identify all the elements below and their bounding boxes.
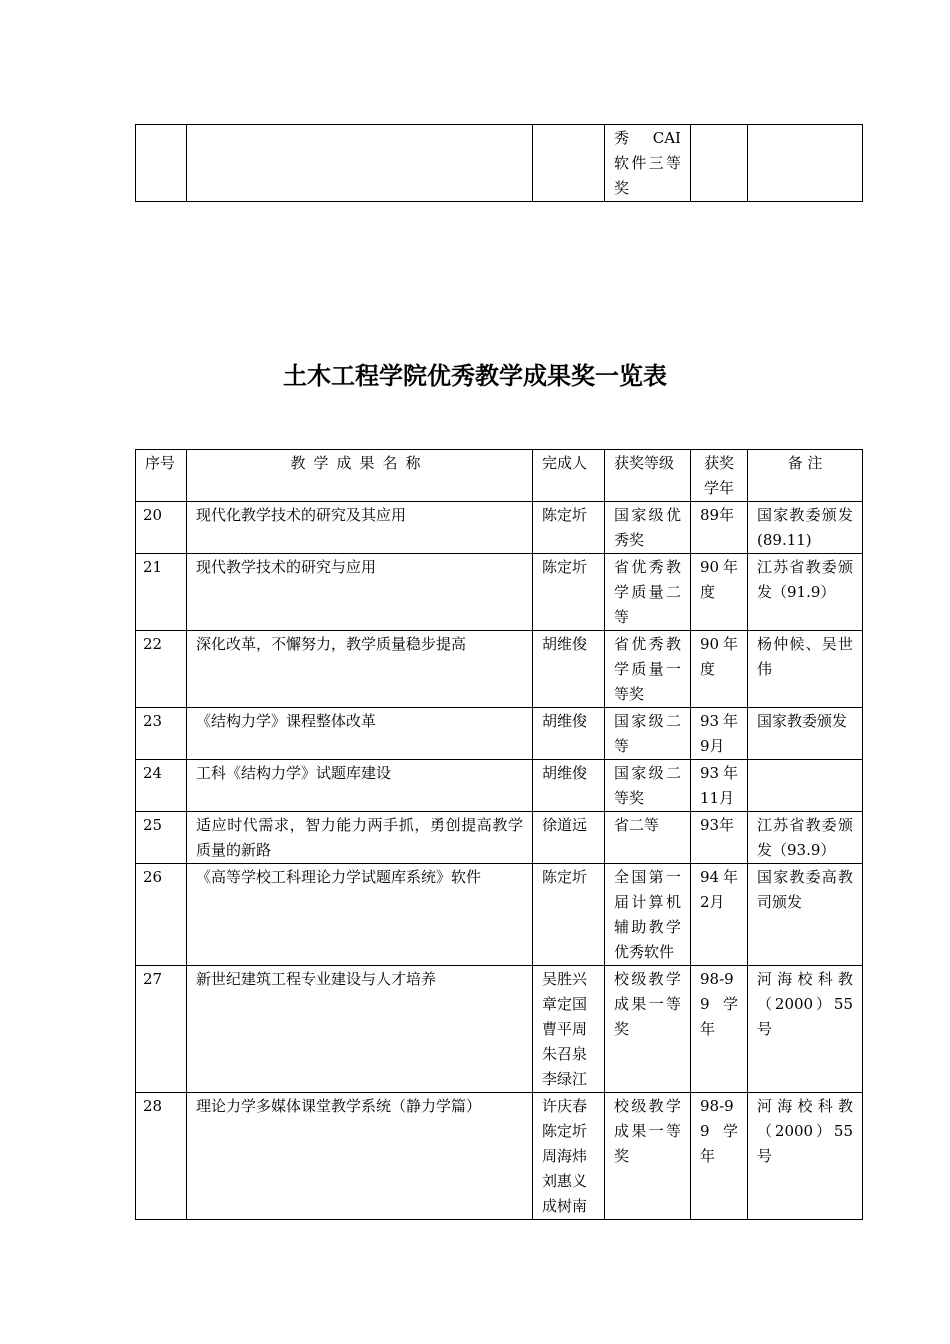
row-name: 新世纪建筑工程专业建设与人才培养 [187,966,533,1093]
row-no: 26 [136,864,187,966]
row-name: 理论力学多媒体课堂教学系统（静力学篇） [187,1093,533,1220]
table-cell [136,125,187,202]
row-person: 徐道远 [533,812,605,864]
header-person: 完成人 [533,450,605,502]
row-no: 24 [136,760,187,812]
row-note: 江苏省教委颁发（93.9） [748,812,863,864]
row-note [748,760,863,812]
table-cell [748,125,863,202]
row-person: 陈定圻 [533,502,605,554]
row-person: 胡维俊 [533,760,605,812]
row-person: 陈定圻 [533,554,605,631]
row-person: 胡维俊 [533,708,605,760]
row-no: 25 [136,812,187,864]
row-year: 93年 [691,812,748,864]
row-note: 杨仲候、吴世伟 [748,631,863,708]
row-no: 21 [136,554,187,631]
row-note: 江苏省教委颁发（91.9） [748,554,863,631]
awards-table [135,449,863,1220]
row-no: 22 [136,631,187,708]
table-row [136,1093,863,1220]
table-cell [533,125,605,202]
row-no: 20 [136,502,187,554]
row-level: 省优秀教学质量二等 [605,554,691,631]
table-cell [691,125,748,202]
header-no: 序号 [136,450,187,502]
table-row [136,631,863,708]
row-no: 27 [136,966,187,1093]
table-row [136,554,863,631]
row-note: 河海校科教（2000）55号 [748,1093,863,1220]
header-note: 备 注 [748,450,863,502]
row-level: 国家级二等 [605,708,691,760]
row-note: 国家教委颁发(89.11) [748,502,863,554]
table-cell [187,125,533,202]
row-name: 适应时代需求，智力能力两手抓，勇创提高教学质量的新路 [187,812,533,864]
header-name: 教学成果名称 [187,450,533,502]
award-level-cell: 秀 CAI软件三等奖 [605,125,691,202]
row-year: 90年度 [691,554,748,631]
row-person: 许庆春 陈定圻 周海炜 刘惠义 成树南 [533,1093,605,1220]
row-year: 98-99学年 [691,966,748,1093]
row-year: 98-99学年 [691,1093,748,1220]
header-year: 获奖学年 [691,450,748,502]
table-body [136,502,863,1220]
row-person: 胡维俊 [533,631,605,708]
row-name: 工科《结构力学》试题库建设 [187,760,533,812]
table-header-row [136,450,863,502]
table-row [136,864,863,966]
table-row [136,812,863,864]
row-name: 现代教学技术的研究与应用 [187,554,533,631]
row-year: 93年9月 [691,708,748,760]
header-level: 获奖等级 [605,450,691,502]
row-level: 校级教学成果一等奖 [605,1093,691,1220]
row-person: 吴胜兴 章定国 曹平周 朱召泉 李绿江 [533,966,605,1093]
row-level: 国家级二等奖 [605,760,691,812]
row-year: 89年 [691,502,748,554]
table-row [136,760,863,812]
row-level: 省优秀教学质量一等奖 [605,631,691,708]
row-name: 《结构力学》课程整体改革 [187,708,533,760]
row-name: 《高等学校工科理论力学试题库系统》软件 [187,864,533,966]
table-row [136,125,863,202]
row-name: 现代化教学技术的研究及其应用 [187,502,533,554]
row-level: 国家级优秀奖 [605,502,691,554]
row-no: 23 [136,708,187,760]
table-row [136,502,863,554]
row-level: 校级教学成果一等奖 [605,966,691,1093]
row-year: 90年度 [691,631,748,708]
row-level: 全国第一届计算机辅助教学优秀软件 [605,864,691,966]
previous-table-fragment [135,124,863,202]
row-note: 国家教委颁发 [748,708,863,760]
row-note: 河海校科教（2000）55号 [748,966,863,1093]
row-level: 省二等 [605,812,691,864]
row-note: 国家教委高教司颁发 [748,864,863,966]
row-year: 94年2月 [691,864,748,966]
table-row [136,966,863,1093]
table-row [136,708,863,760]
row-no: 28 [136,1093,187,1220]
page-title: 土木工程学院优秀教学成果奖一览表 [283,362,667,390]
row-person: 陈定圻 [533,864,605,966]
row-year: 93年11月 [691,760,748,812]
row-name: 深化改革，不懈努力，教学质量稳步提高 [187,631,533,708]
